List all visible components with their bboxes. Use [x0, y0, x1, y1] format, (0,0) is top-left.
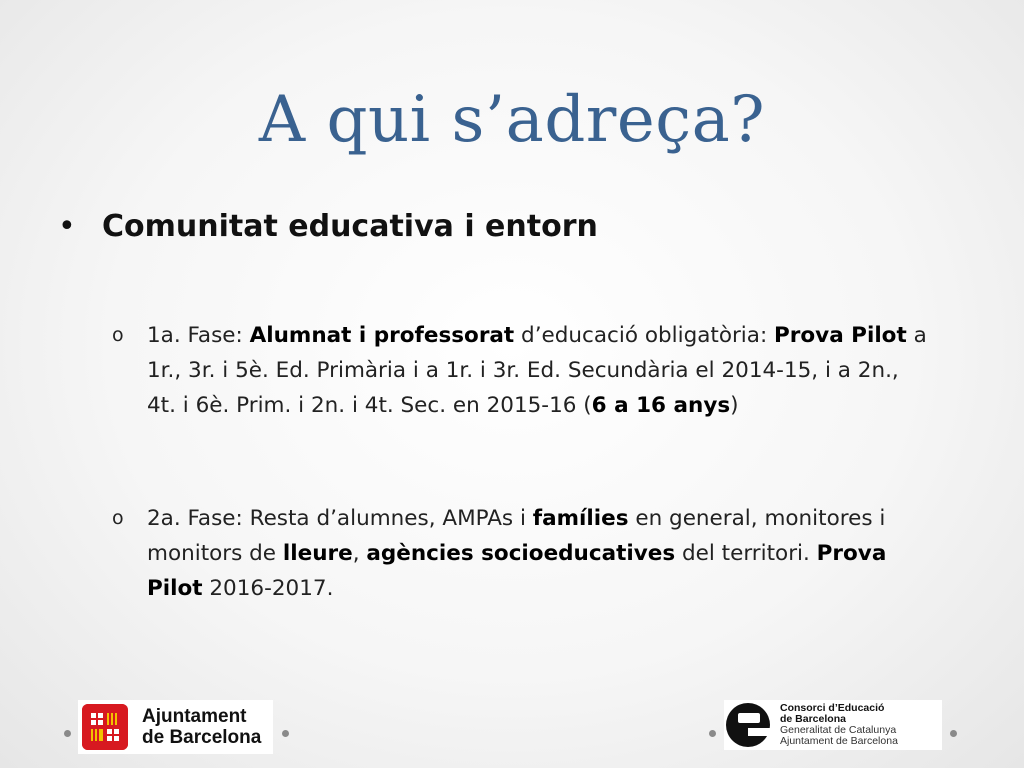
ajuntament-logo-text: [142, 706, 261, 748]
decorative-dot: [282, 730, 289, 737]
main-bullet-text: Comunitat educativa i entorn: [102, 209, 598, 244]
text-run: ,: [352, 541, 367, 566]
decorative-dot: [950, 730, 957, 737]
bold-run: Prova Pilot: [774, 323, 907, 348]
sub-bullet-text: [147, 501, 927, 606]
text-run: d’educació obligatòria:: [514, 323, 775, 348]
decorative-dot: [64, 730, 71, 737]
slide-title: A qui s’adreça?: [258, 83, 766, 157]
bold-run: famílies: [532, 506, 629, 531]
text-run: 2a. Fase: Resta d’alumnes, AMPAs i: [147, 506, 533, 531]
bullet-dot-icon: •: [58, 209, 76, 244]
logo-line: Ajuntament de Barcelona: [780, 735, 898, 747]
bold-run: Alumnat i professorat: [249, 323, 515, 348]
text-run: en general, monitores i monitors de: [147, 506, 886, 566]
text-run: del territori.: [675, 541, 817, 566]
text-run: 2016-2017.: [202, 576, 334, 601]
logo-line: de Barcelona: [142, 727, 262, 748]
consorci-educacio-logo: [724, 700, 942, 750]
logo-line: Ajuntament: [142, 706, 247, 727]
bold-run: lleure: [282, 541, 353, 566]
text-run: 1a. Fase:: [147, 323, 250, 348]
bold-run: 6 a 16 anys: [591, 393, 731, 418]
bold-run: agències socioeducatives: [366, 541, 676, 566]
decorative-dot: [709, 730, 716, 737]
logo-line: Generalitat de Catalunya: [780, 724, 897, 736]
barcelona-shield-icon: [82, 704, 128, 750]
logo-line: de Barcelona: [780, 713, 846, 725]
text-run: a 1r., 3r. i 5è. Ed. Primària i a 1r. i 3r. Ed. Secundària el 2014-15, i a 2n., 4t. i 6è. Prim. i 2n. i 4t. Sec. en 2015-16 (: [147, 323, 927, 418]
bold-run: Prova Pilot: [147, 541, 887, 601]
sub-bullet-text: [147, 318, 927, 423]
e-letter-icon: [726, 703, 770, 747]
ajuntament-barcelona-logo: [78, 700, 273, 754]
circle-bullet-icon: o: [112, 507, 124, 529]
text-run: ): [730, 393, 739, 418]
logo-line: Consorci d’Educació: [780, 702, 885, 714]
consorci-logo-text: [780, 703, 898, 747]
circle-bullet-icon: o: [112, 324, 124, 346]
